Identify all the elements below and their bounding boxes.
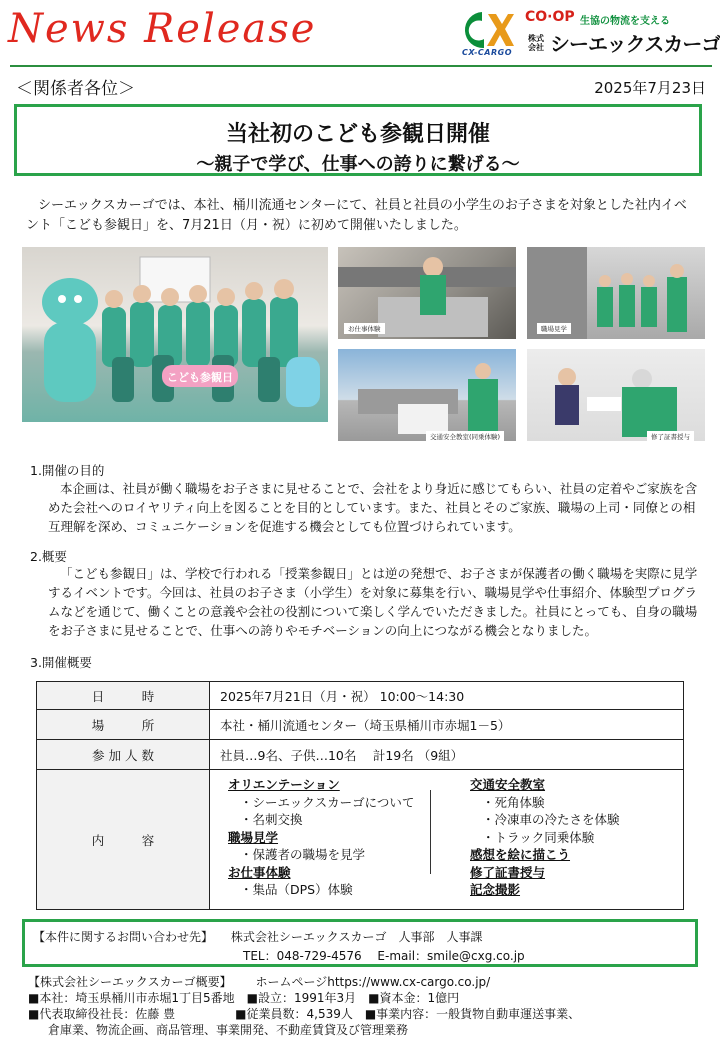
company-info-title: 【株式会社シーエックスカーゴ概要】 xyxy=(28,975,232,989)
company-homepage-link[interactable]: ホームページhttps://www.cx-cargo.co.jp/ xyxy=(255,975,491,989)
contact-label-text: 【本件に関するお問い合わせ先】 xyxy=(33,930,214,944)
group-photo xyxy=(22,247,328,422)
content-item: ・シーエックスカーゴについて xyxy=(240,794,415,810)
row-value-place: 本社・桶川流通センター（埼玉県桶川市赤堀1－5） xyxy=(210,710,684,740)
content-item: ・名刺交換 xyxy=(240,812,303,827)
company-info-line: ■本社：埼玉県桶川市赤堀1丁目5番地 ■設立：1991年3月 ■資本金：1億円 xyxy=(28,991,460,1005)
logo-tagline: 生協の物流を支える xyxy=(580,16,670,27)
section-overview-body: 「こども参観日」は、学校で行われる「授業参観日」とは逆の発想で、お子さまが保護者の働く職場を実際に見学するイベントです。今回は、社員のお子さま（小学生）を対象に募集を行い、職場見学や仕事紹介、体験型プログラムなどを通じて、働くことの意義や会社の役割について楽しく学んでいただきました。社員にとっても、自身の職場をお子さまに見せることで、仕事への誇りやモチベーションの向上につながる機会となりました。 xyxy=(48,566,698,638)
certificate-scene xyxy=(527,349,705,441)
section-purpose-heading: 1.開催の目的 xyxy=(30,463,105,478)
title-box xyxy=(14,104,702,176)
content-divider xyxy=(430,790,431,874)
sub-title: ～親子で学び、仕事への誇りに繋げる～ xyxy=(196,154,520,175)
content-draw-title: 感想を絵に描こう xyxy=(470,847,571,862)
contact-tel-email: TEL：048-729-4576 E-mail：smile@cxg.co.jp xyxy=(243,949,525,963)
logo-kabushiki: 株式会社 xyxy=(528,34,544,52)
content-item: ・保護者の職場を見学 xyxy=(240,847,366,862)
content-cert-title: 修了証書授与 xyxy=(470,864,546,880)
row-value-datetime: 2025年7月21日（月・祝） 10:00～14:30 xyxy=(210,682,684,710)
news-release-title: News Release xyxy=(8,6,317,52)
content-left-column xyxy=(228,776,414,899)
section-purpose-body: 本企画は、社員が働く職場をお子さまに見せることで、会社をより身近に感じてもらい、社員の定着やご家族を含めた会社へのロイヤリティ向上を図ることを目的としています。また、社員とそのご家族、職場の上司・同僚との相互理解を深め、コミュニケーションを促進する機会としても位置づけられています。 xyxy=(48,481,698,534)
logo-coop: CO·OP xyxy=(525,9,575,25)
company-info-line: 倉庫業、物流企画、商品管理、事業開発、不動産賃貸及び管理業務 xyxy=(48,1023,409,1037)
row-label-content: 内 容 xyxy=(37,770,210,910)
group-photo-sign: こども参観日 xyxy=(167,371,233,384)
main-title: 当社初のこども参観日開催 xyxy=(225,122,490,147)
row-label-place: 場 所 xyxy=(37,710,210,740)
company-logo xyxy=(462,8,720,60)
table-row xyxy=(37,682,684,710)
contact-box xyxy=(22,919,698,967)
company-info-line: ■代表取締役社長：佐藤 豊 ■従業員数：4,539人 ■事業内容：一般貨物自動車運送事業、 xyxy=(28,1007,581,1021)
photo-traffic-safety xyxy=(338,349,516,441)
row-value-content xyxy=(210,770,684,910)
contact-label xyxy=(33,928,483,945)
content-photo-title: 記念撮影 xyxy=(470,882,521,897)
photo-workplace-tour xyxy=(527,247,705,339)
content-item: ・死角体験 xyxy=(482,794,545,810)
photo-work-experience xyxy=(338,247,516,339)
recipients: ＜関係者各位＞ xyxy=(16,79,135,99)
photo-certificate xyxy=(527,349,705,441)
content-right-column xyxy=(470,776,620,899)
company-info-title-line xyxy=(28,974,708,990)
table-row xyxy=(37,710,684,740)
caption-traffic: 交通安全教室(同乗体験) xyxy=(426,431,504,441)
content-item: ・集品（DPS）体験 xyxy=(240,882,353,897)
section-details-heading: 3.開催概要 xyxy=(30,655,92,670)
row-value-participants: 社員…9名、子供…10名 計19名 （9組） xyxy=(210,740,684,770)
section-overview-heading: 2.概要 xyxy=(30,549,67,564)
caption-tour: 職場見学 xyxy=(537,323,571,334)
header-divider xyxy=(10,65,712,67)
group-photo-figures xyxy=(22,247,328,422)
content-item: ・トラック同乗体験 xyxy=(482,829,595,845)
contact-org: 株式会社シーエックスカーゴ 人事部 人事課 xyxy=(230,930,483,944)
logo-cx-text: CX-CARGO xyxy=(462,48,512,57)
content-item: ・冷凍車の冷たさを体験 xyxy=(482,812,620,827)
caption-work: お仕事体験 xyxy=(344,323,385,334)
content-traffic-title: 交通安全教室 xyxy=(470,777,546,792)
content-workplace-title: 職場見学 xyxy=(228,829,279,845)
release-date: 2025年7月23日 xyxy=(594,79,706,97)
logo-company-name: シーエックスカーゴ xyxy=(550,32,720,56)
table-row xyxy=(37,740,684,770)
intro-paragraph: シーエックスカーゴでは、本社、桶川流通センターにて、社員と社員の小学生のお子さまを対象とした社内イベント「こども参観日」を、7月21日（月・祝）に初めて開催いたしました。 xyxy=(26,198,687,233)
row-label-participants: 参 加 人 数 xyxy=(37,740,210,770)
company-info xyxy=(28,974,708,1038)
content-orientation-title: オリエンテーション xyxy=(228,777,340,792)
row-label-datetime: 日 時 xyxy=(37,682,210,710)
table-row xyxy=(37,770,684,910)
traffic-safety-scene xyxy=(338,349,516,441)
caption-certificate: 修了証書授与 xyxy=(647,431,694,441)
overview-table xyxy=(36,681,684,910)
content-work-title: お仕事体験 xyxy=(228,864,291,880)
